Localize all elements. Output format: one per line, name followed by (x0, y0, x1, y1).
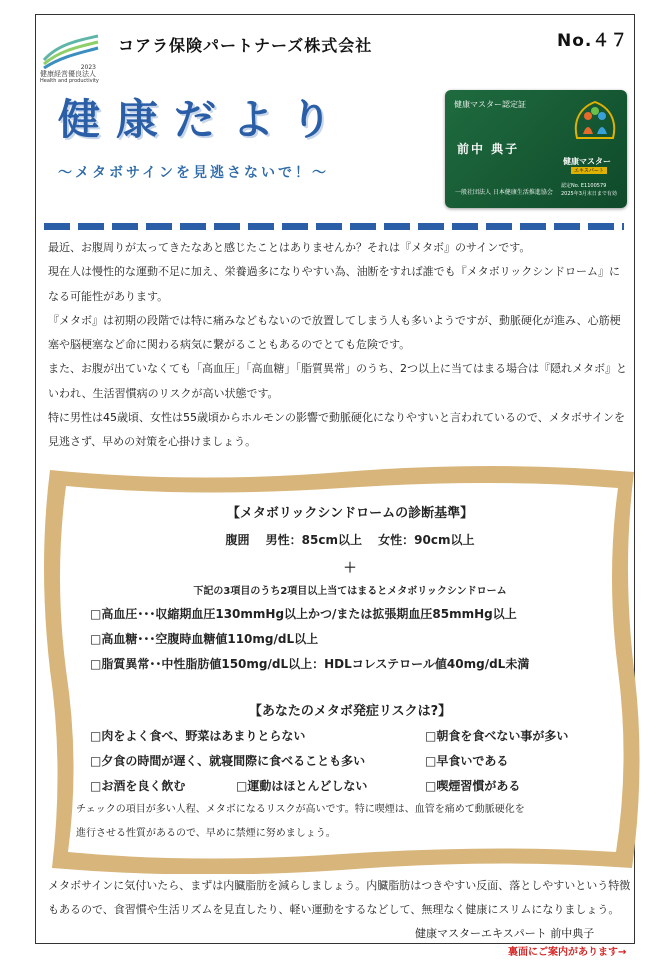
outro-paragraph: メタボサインに気付いたら、まずは内臓脂肪を減らしましょう。内臓脂肪はつきやすい反面、落としやすいという特徴もあるので、食習慣や生活リズムを見直したり、軽い運動をするなどして、無理なく健康にスリムになりましょう。 (48, 879, 631, 916)
logo-label: 健康経営優良法人 (40, 70, 96, 78)
intro-paragraph: 現在人は慢性的な運動不足に加え、栄養過多になりやすい為、油断をすれば誰でも『メタボリックシンドローム』になる可能性があります。 (48, 265, 620, 303)
certification-card (445, 90, 627, 208)
waist-criteria: 腹囲 男性：85cm以上 女性：90cm以上 (225, 533, 475, 547)
criteria-heading: 【メタボリックシンドロームの診断基準】 (226, 506, 474, 521)
newsletter-title: 健康だより (58, 95, 349, 144)
intro-paragraph: 最近、お腹周りが太ってきたなあと感じたことはありませんか？それは『メタボ』のサインです。 (48, 241, 531, 254)
criteria-note: 下記の3項目のうち2項目以上当てはまるとメタボリックシンドローム (193, 586, 507, 597)
card-title: 健康マスター認定証 (454, 100, 526, 109)
health-master-badge-icon (571, 100, 619, 144)
risk-check-item: □喫煙習慣がある (425, 779, 521, 793)
card-cert-no: 認定No. E1100579 (561, 183, 607, 189)
card-role: 健康マスター (563, 157, 611, 166)
intro-paragraph: 『メタボ』は初期の段階では特に痛みなどもないので放置してしまう人も多いようですが、動脈硬化が進み、心筋梗塞や脳梗塞など命に関わる病気に繋がることもあるのでとても危険です。 (48, 313, 621, 352)
back-page-notice: 裏面にご案内があります→ (508, 947, 627, 958)
criteria-item: □脂質異常･･中性脂肪値150mg/dL以上：HDLコレステロール値40mg/dL未満 (90, 657, 530, 671)
risk-note: 進行させる性質があるので、早めに禁煙に努めましょう。 (76, 828, 336, 839)
risk-check-item: □夕食の時間が遅く、就寝間際に食べることも多い (90, 754, 366, 768)
author-signature: 健康マスターエキスパート 前中典子 (415, 927, 595, 940)
risk-check-item: □肉をよく食べ、野菜はあまりとらない (90, 729, 306, 743)
criteria-item: □高血糖･･･空腹時血糖値110mg/dL以上 (90, 632, 319, 646)
risk-heading: 【あなたのメタボ発症リスクは?】 (248, 704, 452, 719)
logo-caption (40, 64, 99, 85)
card-role-sub: エキスパート (571, 167, 607, 174)
plus-sign: ＋ (343, 561, 357, 576)
card-holder-name: 前中 典子 (457, 142, 520, 156)
company-name: コアラ保険パートナーズ株式会社 (118, 36, 373, 55)
logo-year: 2023 (80, 64, 96, 71)
issue-number: No.４７ (557, 31, 629, 51)
intro-text (48, 236, 630, 455)
risk-check-item: □お酒を良く飲む (90, 779, 186, 793)
risk-check-item: □運動はほとんどしない (236, 779, 368, 793)
risk-note: チェックの項目が多い人程、メタボになるリスクが高いです。特に喫煙は、血管を痛めて動脈硬化を (76, 804, 525, 815)
outro-text (48, 874, 633, 922)
risk-check-item: □早食いである (425, 754, 509, 768)
intro-paragraph: 特に男性は45歳頃、女性は55歳頃からホルモンの影響で動脈硬化になりやすいと言われているので、メタボサインを見逃さず、早めの対策を心掛けましょう。 (48, 411, 626, 449)
card-valid-date: 2025年3月末日まで有効 (561, 191, 617, 197)
card-organization: 一般社団法人 日本健康生活推進協会 (455, 189, 553, 196)
criteria-item: □高血圧･･･収縮期血圧130mmHg以上かつ/または拡張期血圧85mmHg以上 (90, 607, 517, 621)
card-number (561, 182, 617, 198)
risk-check-item: □朝食を食べない事が多い (425, 729, 569, 743)
dashed-divider (44, 223, 624, 230)
newsletter-subtitle: ～メタボサインを見逃さないで！～ (58, 165, 330, 181)
logo-sub: Health and productivity (40, 78, 99, 84)
intro-paragraph: また、お腹が出ていなくても「高血圧」「高血糖」「脂質異常」のうち、2つ以上に当てはまる場合は『隠れメタボ』といわれ、生活習慣病のリスクが高い状態です。 (48, 362, 627, 400)
